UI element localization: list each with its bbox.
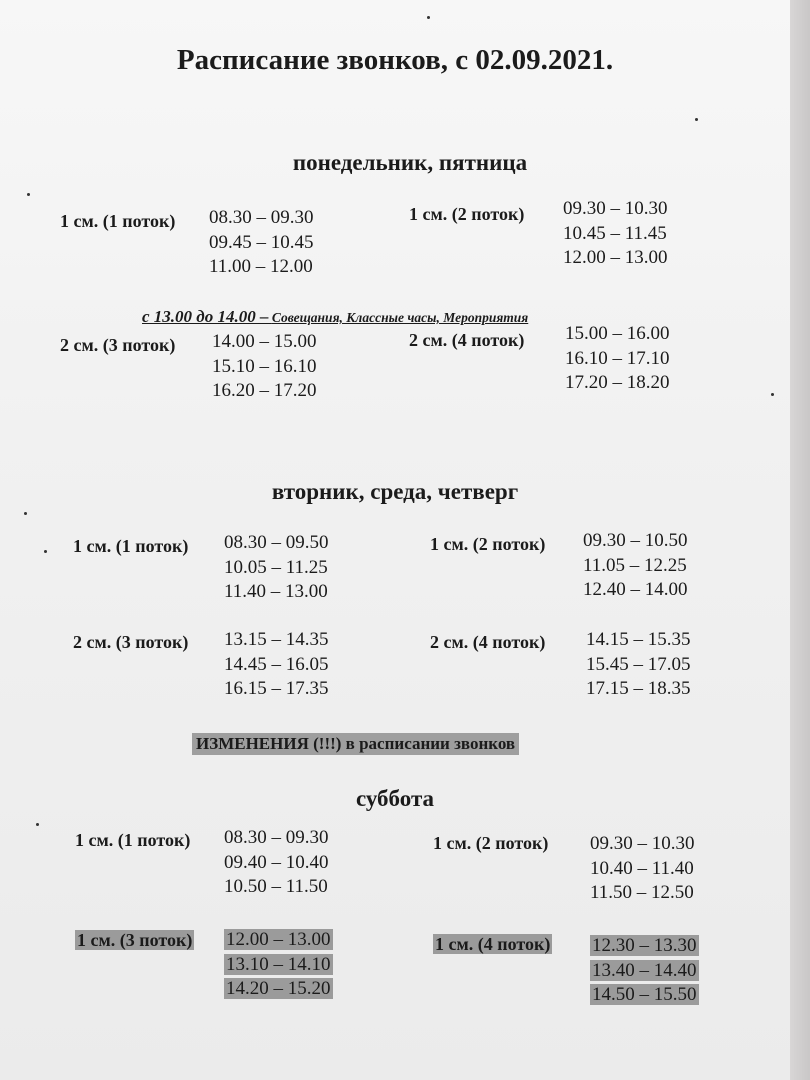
label-tt-s1p1: 1 см. (1 поток) xyxy=(73,536,189,556)
label-tt-s2p3: 2 см. (3 поток) xyxy=(73,632,189,652)
label-sat-s1p4 xyxy=(433,934,552,955)
times-sat-s1p4 xyxy=(590,934,699,1008)
time-slot: 17.15 – 18.35 xyxy=(586,678,691,699)
paper-speck xyxy=(36,823,39,826)
label-sat-s1p3 xyxy=(75,930,194,951)
paper-speck xyxy=(427,16,430,19)
time-slot: 12.00 – 13.00 xyxy=(226,929,331,950)
times-tt-s1p1 xyxy=(224,531,329,605)
time-slot: 15.45 – 17.05 xyxy=(586,653,691,675)
label-highlight: 1 см. (4 поток) xyxy=(435,934,551,954)
time-slot: 11.40 – 13.00 xyxy=(224,581,328,602)
time-slot: 10.05 – 11.25 xyxy=(224,556,328,578)
time-slot: 13.40 – 14.40 xyxy=(592,959,697,981)
meeting-note xyxy=(142,307,528,327)
time-slot: 10.50 – 11.50 xyxy=(224,876,328,897)
time-slot: 14.50 – 15.50 xyxy=(592,984,697,1005)
times-sat-s1p2 xyxy=(590,832,695,906)
heading-tue-thu: вторник, среда, четверг xyxy=(271,479,519,504)
label-sat-s1p1: 1 см. (1 поток) xyxy=(75,830,191,850)
times-tt-s2p4 xyxy=(586,628,691,702)
time-slot: 08.30 – 09.30 xyxy=(209,207,314,228)
time-slot: 10.45 – 11.45 xyxy=(563,222,667,244)
label-mf-s1p1: 1 см. (1 поток) xyxy=(60,211,176,231)
time-slot: 13.10 – 14.10 xyxy=(226,953,331,975)
paper-speck xyxy=(771,393,774,396)
page-title: Расписание звонков, с 02.09.2021. xyxy=(176,44,614,76)
time-slot: 11.50 – 12.50 xyxy=(590,882,694,903)
time-slot: 09.45 – 10.45 xyxy=(209,231,314,253)
paper-speck xyxy=(44,550,47,553)
time-slot: 14.20 – 15.20 xyxy=(226,978,331,999)
time-slot: 16.20 – 17.20 xyxy=(212,380,317,401)
time-slot: 15.00 – 16.00 xyxy=(565,323,670,344)
heading-saturday: суббота xyxy=(355,786,435,811)
label-highlight: 1 см. (3 поток) xyxy=(77,930,193,950)
time-slot: 12.00 – 13.00 xyxy=(563,247,668,268)
time-slot: 16.15 – 17.35 xyxy=(224,678,329,699)
time-slot: 08.30 – 09.50 xyxy=(224,532,329,553)
time-slot: 09.40 – 10.40 xyxy=(224,851,329,873)
time-slot: 10.40 – 11.40 xyxy=(590,857,694,879)
time-slot: 09.30 – 10.30 xyxy=(590,833,695,854)
paper-edge-shadow xyxy=(790,0,810,1080)
times-mf-s2p4 xyxy=(565,322,670,396)
times-sat-s1p3 xyxy=(224,928,333,1002)
label-sat-s1p2: 1 см. (2 поток) xyxy=(433,833,549,853)
label-mf-s2p4: 2 см. (4 поток) xyxy=(409,330,525,350)
time-slot: 14.15 – 15.35 xyxy=(586,629,691,650)
time-slot: 08.30 – 09.30 xyxy=(224,827,329,848)
times-tt-s1p2 xyxy=(583,529,688,603)
label-mf-s2p3: 2 см. (3 поток) xyxy=(60,335,176,355)
label-mf-s1p2: 1 см. (2 поток) xyxy=(409,204,525,224)
time-slot: 15.10 – 16.10 xyxy=(212,355,317,377)
time-slot: 09.30 – 10.50 xyxy=(583,530,688,551)
time-slot: 14.00 – 15.00 xyxy=(212,331,317,352)
times-mf-s1p1 xyxy=(209,206,314,280)
changes-notice: ИЗМЕНЕНИЯ (!!!) в расписании звонков xyxy=(192,733,519,755)
time-slot: 17.20 – 18.20 xyxy=(565,372,670,393)
time-slot: 14.45 – 16.05 xyxy=(224,653,329,675)
times-mf-s2p3 xyxy=(212,330,317,404)
label-tt-s1p2: 1 см. (2 поток) xyxy=(430,534,546,554)
time-slot: 13.15 – 14.35 xyxy=(224,629,329,650)
meeting-note-time: с 13.00 до 14.00 – xyxy=(142,307,269,326)
times-sat-s1p1 xyxy=(224,826,329,900)
time-slot: 16.10 – 17.10 xyxy=(565,347,670,369)
times-tt-s2p3 xyxy=(224,628,329,702)
times-mf-s1p2 xyxy=(563,197,668,271)
paper-speck xyxy=(27,193,30,196)
paper-speck xyxy=(24,512,27,515)
time-slot: 12.30 – 13.30 xyxy=(592,935,697,956)
paper-speck xyxy=(695,118,698,121)
time-slot: 12.40 – 14.00 xyxy=(583,579,688,600)
time-slot: 11.05 – 12.25 xyxy=(583,554,687,576)
meeting-note-text: Совещания, Классные часы, Мероприятия xyxy=(271,310,529,325)
label-tt-s2p4: 2 см. (4 поток) xyxy=(430,632,546,652)
heading-mon-fri: понедельник, пятница xyxy=(292,150,528,175)
time-slot: 11.00 – 12.00 xyxy=(209,256,313,277)
time-slot: 09.30 – 10.30 xyxy=(563,198,668,219)
